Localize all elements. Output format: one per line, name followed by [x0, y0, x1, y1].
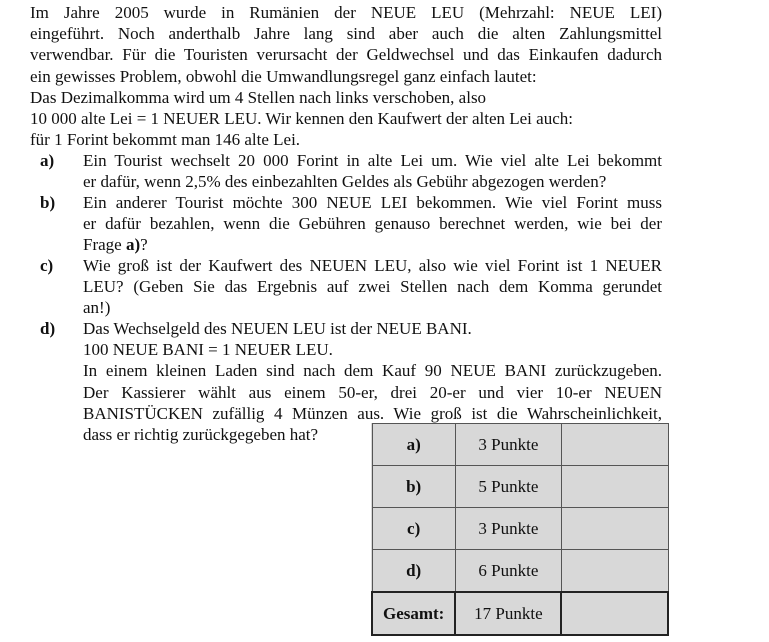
score-earned	[561, 508, 668, 550]
score-earned	[561, 424, 668, 466]
question-c-marker: c)	[40, 256, 54, 275]
question-d-line: Der Kassierer wählt aus einem 50-er, drei 20-er und vier 10-er NEUEN	[83, 382, 662, 402]
score-part: c)	[372, 508, 455, 550]
question-a-line: er dafür, wenn 2,5% des einbezahlten Geldes als Gebühr abgezogen werden?	[83, 172, 607, 192]
score-total-label: Gesamt:	[372, 592, 455, 635]
intro-line: Das Dezimalkomma wird um 4 Stellen nach links verschoben, also	[30, 87, 487, 107]
score-row	[372, 466, 668, 508]
question-c-line: LEU? (Geben Sie das Ergebnis auf zwei Stellen nach dem Komma gerundet	[83, 277, 662, 297]
score-row	[372, 424, 668, 466]
score-earned	[561, 466, 668, 508]
score-row	[372, 550, 668, 593]
intro-line: Im Jahre 2005 wurde in Rumänien der NEUE LEU (Mehrzahl: NEUE LEI)	[30, 3, 662, 22]
intro-paragraph	[30, 2, 662, 150]
intro-line: 10 000 alte Lei = 1 NEUER LEU. Wir kennen den Kaufwert der alten Lei auch:	[30, 109, 573, 129]
question-d-marker: d)	[40, 319, 56, 338]
score-part: d)	[372, 550, 455, 593]
question-b-last-suffix: ?	[140, 235, 148, 255]
question-b-line: Ein anderer Tourist möchte 300 NEUE LEI bekommen. Wie viel Forint muss	[83, 193, 662, 212]
question-d-line: BANISTÜCKEN zufällig 4 Münzen aus. Wie groß ist die Wahrscheinlichkeit,	[83, 403, 662, 423]
question-b	[40, 192, 662, 256]
question-c-line: Wie groß ist der Kaufwert des NEUEN LEU, also wie viel Forint ist 1 NEUER	[83, 256, 662, 275]
question-c-line: an!)	[83, 298, 111, 318]
score-points: 3 Punkte	[455, 424, 561, 466]
score-part: b)	[372, 466, 455, 508]
score-part: a)	[372, 424, 455, 466]
question-d-line: In einem kleinen Laden sind nach dem Kauf 90 NEUE BANI zurückzugeben.	[83, 361, 662, 381]
question-a-line: Ein Tourist wechselt 20 000 Forint in alte Lei um. Wie viel alte Lei bekommt	[83, 151, 662, 170]
intro-line: ein gewisses Problem, obwohl die Umwandlungsregel ganz einfach lautet:	[30, 66, 537, 86]
question-a	[40, 150, 662, 192]
intro-line: für 1 Forint bekommt man 146 alte Lei.	[30, 130, 301, 150]
score-row	[372, 508, 668, 550]
intro-line: eingeführt. Noch anderthalb Jahre lang sind aber auch die alten Zahlungsmittel	[30, 24, 662, 44]
question-a-marker: a)	[40, 151, 55, 170]
intro-line: verwendbar. Für die Touristen verursacht der Geldwechsel und das Einkaufen dadurch	[30, 45, 662, 65]
question-c	[40, 255, 662, 319]
question-b-line: er dafür bezahlen, wenn die Gebühren genauso berechnet werden, wie bei der	[83, 214, 662, 234]
question-b-last-prefix: Frage	[83, 235, 126, 255]
score-earned	[561, 550, 668, 593]
question-b-line	[83, 234, 662, 255]
question-b-reference: a)	[125, 235, 141, 255]
score-total-points: 17 Punkte	[455, 592, 561, 635]
question-b-marker: b)	[40, 193, 56, 212]
score-total-row	[372, 592, 668, 635]
score-points: 5 Punkte	[455, 466, 561, 508]
score-total-earned	[561, 592, 668, 635]
question-d-line: Das Wechselgeld des NEUEN LEU ist der NEUE BANI.	[83, 319, 472, 338]
score-points: 3 Punkte	[455, 508, 561, 550]
question-d-line: dass er richtig zurückgegeben hat?	[83, 425, 319, 445]
score-table	[371, 423, 669, 636]
score-points: 6 Punkte	[455, 550, 561, 593]
question-d-line: 100 NEUE BANI = 1 NEUER LEU.	[83, 340, 333, 360]
